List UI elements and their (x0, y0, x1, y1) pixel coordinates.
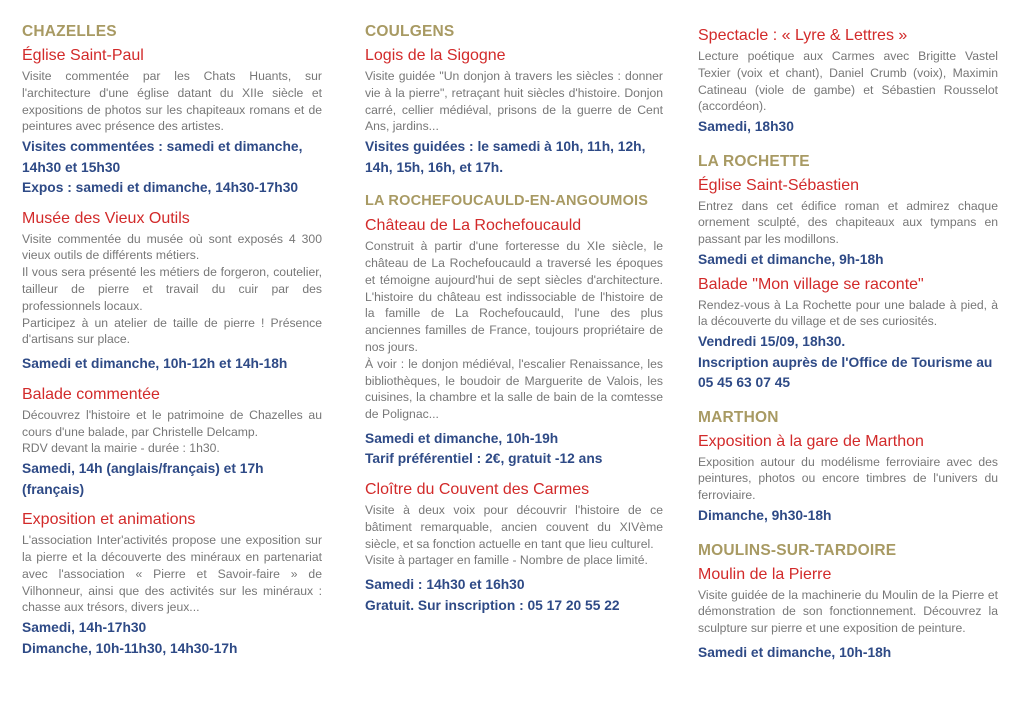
event-description: Visite à deux voix pour découvrir l'histoire de ce bâtiment remarquable, ancien couvent du XIVème siècle, et sa fonction actuelle en tant que lieu culturel. Visite à partager en famille - Nombre de place limité. (365, 502, 663, 568)
event-schedule: Samedi et dimanche, 10h-18h (698, 644, 892, 660)
town-heading: CHAZELLES (22, 23, 117, 40)
event-moulin-de-la-pierre (698, 565, 998, 664)
event-cloitre-carmes (365, 480, 663, 616)
event-schedule: Visites commentées : samedi et dimanche, 14h30 et 15h30 Expos : samedi et dimanche, 14h30-17h30 (22, 139, 303, 196)
town-heading: LA ROCHEFOUCAULD-EN-ANGOUMOIS (365, 193, 649, 210)
event-title: Moulin de la Pierre (698, 565, 832, 583)
event-title: Église Saint-Paul (22, 47, 144, 64)
event-chateau-rochefoucauld (365, 216, 663, 470)
event-description: Lecture poétique aux Carmes avec Brigitte Vastel Texier (voix et chant), Daniel Crumb (voix), Maximin Catineau (viole de gambe) et Sébastien Rousselot (accordéon). (698, 49, 998, 114)
event-eglise-saint-paul (22, 46, 322, 199)
town-heading: COULGENS (365, 23, 455, 40)
event-title: Château de La Rochefoucauld (365, 217, 582, 235)
event-description: Entrez dans cet édifice roman et admirez chaque ornement sculpté, des chapiteaux aux tympans en passant par les modillons. (698, 198, 998, 247)
event-schedule: Samedi et dimanche, 10h-12h et 14h-18h (22, 356, 288, 372)
event-title: Balade commentée (22, 385, 160, 403)
event-description: Visite commentée du musée où sont exposés 4 300 vieux outils de différents métiers. Il vous sera présenté les métiers de forgeron, coutelier, tailleur de pierre et travail du cuir par des professionnels locaux. Participez à un atelier de taille de pierre ! Présence d'artisans sur place. (22, 231, 322, 347)
event-description: Visite guidée de la machinerie du Moulin de la Pierre et démonstration de son fonctionnement. Découvrez la sculpture sur pierre et une exposition de peinture. (698, 587, 998, 636)
event-description: Découvrez l'histoire et le patrimoine de Chazelles au cours d'une balade, par Christelle Delcamp. RDV devant la mairie - durée : 1h30. (22, 407, 322, 456)
column-chazelles (22, 22, 322, 659)
event-title: Cloître du Couvent des Carmes (365, 480, 590, 498)
event-description: Exposition autour du modélisme ferroviaire avec des peintures, photos ou encore timbres de l'univers du ferroviaire. (698, 454, 998, 503)
event-title: Spectacle : « Lyre & Lettres » (698, 27, 908, 44)
event-title: Exposition et animations (22, 511, 196, 529)
event-description: L'association Inter'activités propose une exposition sur la pierre et la découverte des minéraux en partenariat avec l'association « Pierre et Savoir-faire » de Vilhonneur, ainsi que des activités sur les minéraux : chasse aux trésors, divers jeux... (22, 533, 322, 615)
town-heading: MARTHON (698, 408, 779, 426)
event-title: Musée des Vieux Outils (22, 209, 190, 227)
event-schedule: Dimanche, 9h30-18h (698, 508, 832, 524)
event-eglise-saint-sebastien (698, 176, 998, 271)
event-musee-vieux-outils (22, 209, 322, 375)
town-heading: MOULINS-SUR-TARDOIRE (698, 541, 897, 559)
event-schedule: Samedi et dimanche, 10h-19h Tarif préférentiel : 2€, gratuit -12 ans (365, 430, 603, 467)
event-balade-commentee (22, 385, 322, 500)
event-title: Logis de la Sigogne (365, 47, 506, 64)
column-spectacle-la-rochette-marthon-moulins (698, 22, 998, 663)
event-schedule: Vendredi 15/09, 18h30. Inscription auprès de l'Office de Tourisme au 05 45 63 07 45 (698, 334, 993, 391)
event-description: Visite guidée "Un donjon à travers les siècles : donner vie à la pierre", retraçant huit siècles d'histoire. Donjon carré, cellier médiéval, prisons de la guerre de Cent Ans, jardins... (365, 69, 663, 134)
event-title: Église Saint-Sébastien (698, 176, 859, 194)
event-schedule: Samedi, 14h (anglais/français) et 17h (français) (22, 461, 264, 497)
event-schedule: Samedi : 14h30 et 16h30 Gratuit. Sur inscription : 05 17 20 55 22 (365, 577, 620, 613)
event-spectacle-lyre-lettres (698, 26, 998, 138)
event-exposition-animations (22, 510, 322, 659)
event-schedule: Visites guidées : le samedi à 10h, 11h, 12h, 14h, 15h, 16h, et 17h. (365, 139, 646, 175)
event-logis-sigogne (365, 46, 663, 178)
event-description: Visite commentée par les Chats Huants, sur l'architecture d'une église datant du XIIe siècle et expositions de photos sur les chapiteaux romans et de peintures avec présence des artistes. (22, 69, 322, 134)
event-description: Construit à partir d'une forteresse du XIe siècle, le château de La Rochefoucauld a traversé les époques et témoigne aujourd'hui de sept siècles d'architecture. L'histoire du château est indissociable de l'histoire de la famille de La Rochefoucauld, l'une des plus anciennes familles de France, toujours propriétaire de nos jours. À voir : le donjon médiéval, l'escalier Renaissance, les bibliothèques, le boudoir de Marguerite de Valois, les cuisines, la chambre et la salle de bain de la comtesse de Polignac... (365, 239, 663, 422)
column-coulgens-la-rochefoucauld (365, 22, 663, 616)
event-title: Exposition à la gare de Marthon (698, 432, 924, 450)
event-description: Rendez-vous à La Rochette pour une balade à pied, à la découverte du village et de ses curiosités. (698, 297, 998, 329)
town-heading: LA ROCHETTE (698, 152, 810, 170)
event-exposition-gare-marthon (698, 432, 998, 527)
event-schedule: Samedi et dimanche, 9h-18h (698, 252, 884, 268)
event-title: Balade "Mon village se raconte" (698, 275, 924, 293)
event-balade-mon-village (698, 275, 998, 394)
event-schedule: Samedi, 14h-17h30 Dimanche, 10h-11h30, 14h30-17h (22, 620, 238, 656)
event-schedule: Samedi, 18h30 (698, 119, 794, 135)
